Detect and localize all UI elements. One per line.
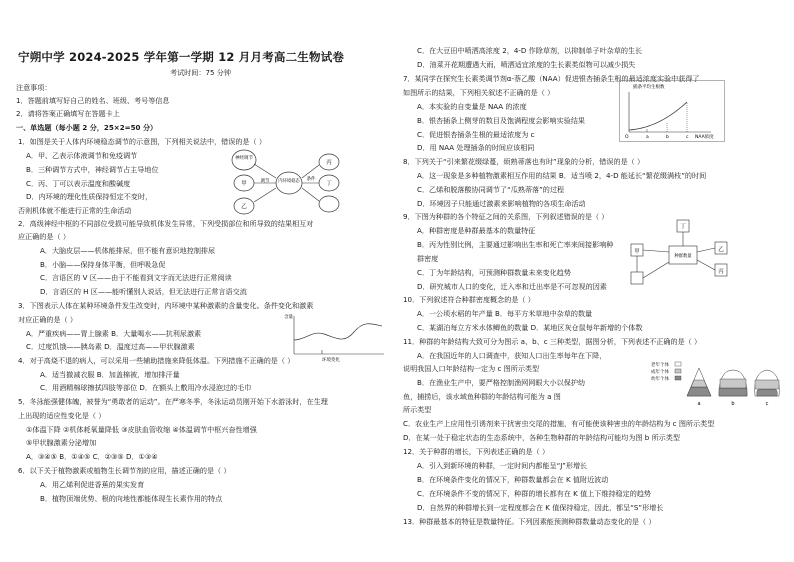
option-text: ①体温下降 ②机体耗氧量降低 ③皮肤血管收缩 ④体温调节中枢兴奋性增强 [26,425,257,434]
option-text: A．这一现象是多种植物激素相互作用的结果 B．适当喷 2，4-D 能延长“繁花缀满枝”的时间 [417,171,707,180]
option-text: B．在环境条件变化的情况下，种群数量都会在 K 值附近波动 [417,475,609,484]
option-text: B．丙为性别比例，主要通过影响出生率和死亡率来间接影响种 [417,240,614,249]
chart-label: c [765,401,769,407]
question-text: 上出现的适应性变化是（ ） [18,411,106,420]
option-text: C．言语区的 V 区——由于不能看到文字而无法进行正常阅读 [40,273,232,282]
option-text: D．研究城市人口的变化，迁入率和迁出率是不可忽视的因素 [417,282,607,291]
chart-tick-label: b [666,135,669,140]
option-text: B．植物顶端优势、根的向地性都能体现生长素作用的特点 [40,494,223,503]
exam-time: 考试时间：75 分钟 [170,68,231,77]
option-text: A．本实验的自变量是 NAA 的浓度 [417,102,527,111]
legend-old: 老年个体 [651,363,669,368]
question-text: 应正确的是（ ） [18,232,70,241]
option-text: D．环境因子只能通过激素来影响植物的各项生命活动 [417,199,586,208]
exam-title: 宁朔中学 2024-2025 学年第一学期 12 月月考高二生物试卷 [18,50,345,64]
option-text: 群密度 [417,254,439,263]
question-text: 8．下列关于“引来繁花缀绿蔓，烦熟蒂落也有时”现象的分析，错误的是（ ） [403,157,645,166]
option-text: A．在我国近年的人口调查中，获知人口出生率每年在下降， [417,351,607,360]
option-text: C．丁为年龄结构，可预测种群数量未来变化趋势 [417,268,571,277]
option-text: A．种群密度是种群最基本的数量特征 [417,226,536,235]
option-text: D．自然界的种群增长到一定程度都会在 K 值保持稳定，因此，都呈“S”形增长 [417,503,664,512]
option-text: C．促进银杏插条生根的最适浓度为 c [417,130,535,139]
option-text: A．大脑皮层——机体能排尿，但不能有意识地控制排尿 [40,246,216,255]
option-text: 所示类型 [403,405,432,414]
option-text: C．某湖泊每立方米水体鲫鱼的数量 D．某地区灰仓鼠每年新增的个体数 [417,323,643,332]
diagram-label: 甲 [634,249,640,255]
question-text: 对应正确的是（ ） [18,315,78,324]
option-text: 说明我国人口年龄结构一定为 c 图所示类型 [403,364,540,373]
option-text: C．在大豆田中喷洒高浓度 2，4-D 作除草剂，以抑制单子叶杂草的生长 [417,46,643,55]
question-text: 4．对于高烧不退的病人，可以采用一些辅助措施来降低体温。下列措施不正确的是（ ） [18,356,295,365]
option-text: 否则机体就不能进行正常的生命活动 [18,206,132,215]
question-text: 1．如图是关于人体内环境稳态调节的示意图，下列相关说法中，错误的是（ ） [18,137,266,146]
option-text: C．在环境条件不变的情况下，种群的增长都有在 K 值上下维持稳定的趋势 [417,489,652,498]
question-text: 5．冬泳能强健体魄，被誉为“勇敢者的运动”。在严寒冬季，冬泳运动员刚开始下水游泳时，在生理 [18,397,328,406]
option-text: D．油菜开花期遭遇大雨，喷洒适宜浓度的生长素类似物可以减少损失 [417,60,636,69]
diagram-label: 调节 [260,179,270,184]
question-text: 6．以下关于植物激素或植物生长调节剂的应用，描述正确的是（ ） [18,466,231,475]
question-text: 3．下图表示人体在某种环境条件发生改变时，内环境中某种激素的含量变化。条件变化和激素 [18,301,314,310]
question-text: 13．种群最基本的特征是数量特征。下列因素能预测种群数量动态变化的是（ ） [403,517,656,526]
option-text: A．严重疾病——胃上腺素 B．大量喝水——抗利尿激素 [26,329,202,338]
section-heading: 一、单选题（每小题 2 分，25×2=50 分） [16,123,158,132]
question-text: 7．某同学在探究生长素类调节剂α-萘乙酸（NAA）促进银杏插条生根的最适浓度实验中获得了 [403,74,700,83]
diagram-label: 神经调节 [235,156,253,161]
option-text: D．内环境的理化性质保持恒定不变时， [26,192,153,201]
chart-tick-label: c [686,135,689,140]
option-text: B．小脑——保持身体平衡，但呼吸急促 [40,260,166,269]
option-text: ⑤甲状腺激素分泌增加 [26,438,97,447]
question-text: 9．下图为种群的各个特征之间的关系图，下列叙述错误的是（ ） [403,212,609,221]
option-text: C．用酒精棉球擦拭四肢等部位 D．在额头上敷用冷水浸泡过的毛巾 [40,383,252,392]
question-text: 10．下列叙述符合种群密度概念的是（ ） [403,295,535,304]
chart-tick-label: a [646,135,649,140]
option-text: C．过度饥饿——胰岛素 D．温度过高——甲状腺激素 [26,342,195,351]
option-text: A．引入到新环境的种群，一定时间内都能呈“J”形增长 [417,461,588,470]
option-text: D．用 NAA 处理插条的时间应该相同 [417,143,535,152]
option-text: A．一公顷水稻的年产量 B．每平方米草地中杂草的数量 [417,309,593,318]
naa-rooting-chart [619,80,725,142]
diagram-label: 丙 [326,160,332,166]
age-structure-diagram [649,356,785,408]
diagram-label: 乙 [241,204,247,210]
option-text: D．言语区的 H 区——能听懂别人说话，但无法进行正常言语交流 [40,287,247,296]
diagram-label: 丁 [326,181,332,187]
legend-adult: 成年个体 [651,370,669,375]
diagram-label: 条件 [306,177,316,182]
question-text: 2．高级神经中枢的不同部位受损可能导致机体发生异常，下列受损部位和所导致的结果相互对 [18,219,314,228]
option-text: A．甲、乙表示体液调节和免疫调节 [26,151,138,160]
option-text: B．在渔业生产中，要严格控制渔网网眼大小以保护幼 [417,378,586,387]
notice-item: 1．答题前填写好自己的姓名、班级、考号等信息 [16,96,170,105]
chart-label: a [697,401,701,407]
option-text: B．银杏插条上侧芽的数目及饱满程度会影响实验结果 [417,116,586,125]
chart-y-label: 含量 [284,315,293,320]
option-text: B．三种调节方式中，神经调节占主导地位 [26,165,159,174]
option-text: D．在某一处于稳定状态的生态系统中，各种生物种群的年龄结构可能均为图 b 所示类型 [403,433,680,442]
question-text: 11．种群的年龄结构大致可分为图示 a、b、c 三种类型，据图分析，下列表述不正确的是（ ） [403,337,702,346]
chart-label: b [731,401,735,407]
question-text: 12．关于种群的增长，下列表述正确的是（ ） [403,447,550,456]
diagram-label: 内环境稳态 [278,179,300,184]
diagram-label: 甲 [241,181,247,187]
option-text: A．用乙烯利促进香蕉的果实发育 [40,480,145,489]
option-text: A．适当撤减衣服 B．加盖棉被，增加排汗量 [40,370,180,379]
notice-item: 2．请将答案正确填写在答题卡上 [16,109,120,118]
option-text: A．③④⑤ B．①④⑤ C．②③⑤ D．①③④ [26,452,158,461]
population-features-diagram [625,216,733,290]
option-text: C．丙、丁可以表示温度和酸碱度 [26,179,131,188]
notice-title: 注意事项： [16,83,52,92]
option-text: C．乙烯和脱落酸协同调节了“瓜熟蒂落”的过程 [417,185,565,194]
chart-y-label: 插条平均生根数 [633,85,665,90]
diagram-label: 丙 [718,269,724,275]
chart-x-label: 环境变化 [322,358,340,362]
legend-young: 幼年个体 [651,377,669,382]
diagram-label: 丁 [680,224,686,230]
diagram-label: 种群数量 [674,254,692,259]
hormone-level-chart [282,310,390,362]
option-text: 鱼，捕捞后，该水域鱼种群的年龄结构可能为 a 图 [403,392,561,401]
chart-x-label: NAA浓度 [695,135,714,140]
diagram-label: 乙 [718,247,724,253]
chart-origin-label: O [625,135,629,140]
question-text: 如图所示的结果，下列相关叙述不正确的是（ ） [403,88,555,97]
homeostasis-diagram [228,138,350,218]
option-text: C．农业生产上应用性引诱剂来干扰害虫交尾的措施，有可能使该种害虫的年龄结构为 c 图所示类型 [403,419,715,428]
